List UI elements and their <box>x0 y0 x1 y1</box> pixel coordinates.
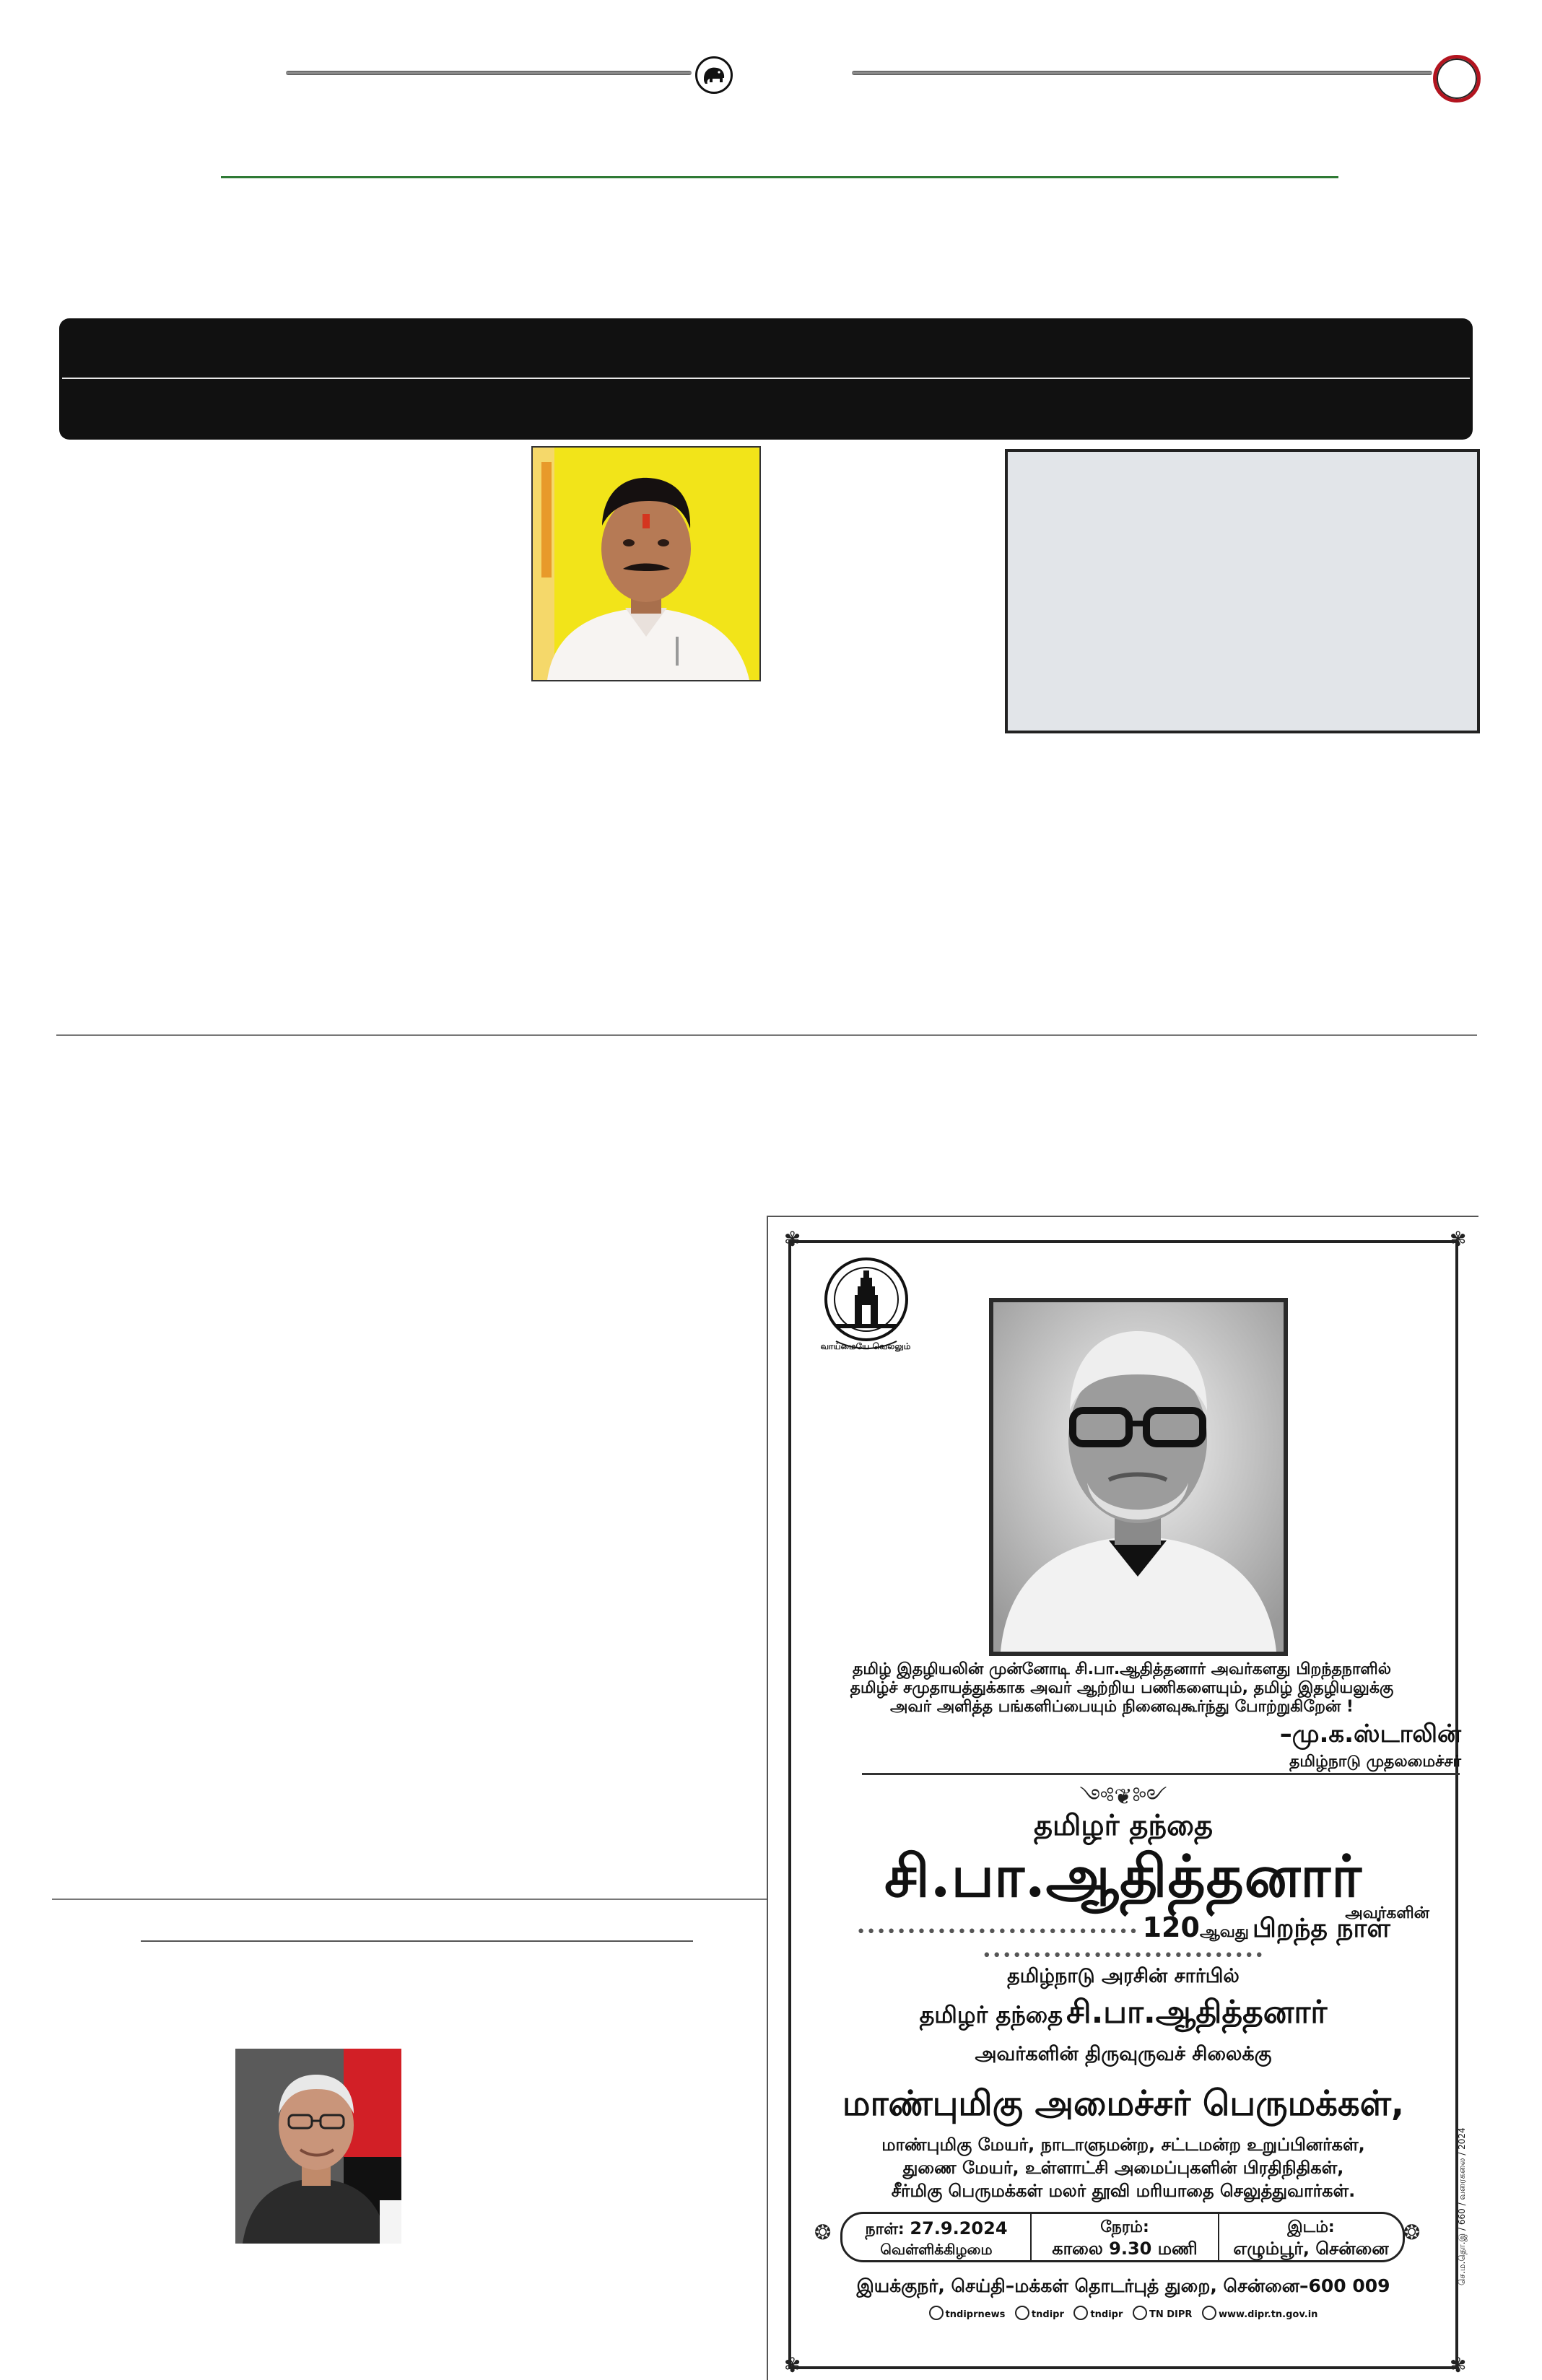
corner-ornament-icon: ✾ <box>1450 2353 1467 2377</box>
info-box <box>1005 449 1480 733</box>
header-rule-right <box>852 71 1432 75</box>
social-item[interactable]: tndiprnews <box>929 2309 1006 2320</box>
globe-icon <box>1202 2306 1216 2320</box>
dotted-rule: •••••••••••••••••••••••••••• <box>856 1923 1139 1941</box>
statue-name-prefix: தமிழர் தந்தை <box>919 2001 1063 2028</box>
statue-line: அவர்களின் திருவுருவச் சிலைக்கு <box>975 2043 1272 2065</box>
body-line-2: துணை மேயர், உள்ளாட்சி அமைப்புகளின் பிரதிநிதிகள், <box>902 2158 1344 2178</box>
flourish-icon: ༺❦༻ <box>1079 1784 1167 1810</box>
anniversary-number: 120 <box>1142 1912 1200 1943</box>
ministers-line: மாண்புமிகு அமைச்சர் பெருமக்கள், <box>842 2083 1405 2124</box>
elephant-logo-icon <box>695 56 733 94</box>
social-item[interactable]: www.dipr.tn.gov.in <box>1202 2309 1317 2320</box>
sub-divider-left <box>141 1940 693 1942</box>
heading-suffix: அவர்களின் <box>1345 1904 1429 1922</box>
page-number-circle <box>1433 55 1481 103</box>
place-value: எழும்பூர், சென்னை <box>1233 2239 1389 2259</box>
day-value: வெள்ளிக்கிழமை <box>880 2241 993 2258</box>
social-item[interactable]: tndipr <box>1015 2309 1064 2320</box>
bar-ornament-right-icon: ❂ <box>1403 2220 1421 2244</box>
social-links <box>768 2306 1478 2320</box>
anniversary-text: பிறந்த நாள் <box>1253 1914 1390 1943</box>
anniversary-line <box>768 1912 1478 1965</box>
body-line-1: மாண்புமிகு மேயர், நாடாளுமன்ற, சட்டமன்ற உறுப்பினர்கள், <box>881 2135 1365 2155</box>
govt-line: தமிழ்நாடு அரசின் சார்பில் <box>1007 1965 1240 1987</box>
date-label: நாள்: <box>865 2220 905 2239</box>
bar-ornament-left-icon: ❂ <box>814 2220 832 2244</box>
emblem-motto: வாய்மையே வெல்லும் <box>820 1341 911 1351</box>
dotted-rule: •••••••••••••••••••••••••••• <box>982 1947 1265 1965</box>
instagram-icon <box>1073 2306 1088 2320</box>
place-label: இடம்: <box>1287 2218 1335 2236</box>
date-cell <box>842 2214 1032 2260</box>
portrait-photo-bottom <box>235 2049 401 2244</box>
twitter-icon <box>929 2306 944 2320</box>
section-divider-mid <box>56 1034 1477 1036</box>
anniversary-suffix: ஆவது <box>1199 1923 1249 1941</box>
heading-small: தமிழர் தந்தை <box>1033 1809 1214 1842</box>
social-item[interactable]: TN DIPR <box>1133 2309 1192 2320</box>
signature: –மு.க.ஸ்டாலின் <box>1279 1719 1461 1748</box>
social-item[interactable]: tndipr <box>1073 2309 1123 2320</box>
statue-name-line <box>768 1994 1478 2035</box>
corner-ornament-icon: ✾ <box>784 2353 801 2377</box>
ad-footer: இயக்குநர், செய்தி–மக்கள் தொடர்புத் துறை, சென்னை–600 009 <box>856 2275 1390 2296</box>
heading-big: சி.பா.ஆதித்தனார் <box>884 1842 1362 1910</box>
time-value: காலை 9.30 மணி <box>1052 2239 1198 2259</box>
place-cell <box>1219 2214 1403 2260</box>
framed-portrait <box>989 1298 1288 1656</box>
time-label: நேரம்: <box>1100 2218 1149 2236</box>
signature-title: தமிழ்நாடு முதலமைச்சர் <box>1289 1753 1461 1771</box>
section-divider-left <box>52 1899 767 1900</box>
facebook-icon <box>1015 2306 1029 2320</box>
statue-name: சி.பா.ஆதித்தனார் <box>1066 1994 1328 2031</box>
portrait-photo-top <box>531 446 761 681</box>
ad-reference-code: செ.ம.தொ.இ / 660 / வரைகலை / 2024 <box>1457 2127 1467 2285</box>
government-advertisement <box>767 1216 1478 2380</box>
corner-ornament-icon: ✾ <box>1450 1227 1467 1251</box>
section-divider-green <box>221 176 1338 178</box>
event-info-bar <box>840 2212 1405 2262</box>
header-rule-left <box>286 71 692 75</box>
corner-ornament-icon: ✾ <box>784 1227 801 1251</box>
banner-divider <box>62 378 1470 379</box>
youtube-icon <box>1133 2306 1147 2320</box>
quote-line-3: அவர் அளித்த பங்களிப்பையும் நினைவுகூர்ந்து போற்றுகிறேன் ! <box>890 1698 1354 1716</box>
quote-line-1: தமிழ் இதழியலின் முன்னோடி சி.பா.ஆதித்தனார் அவர்களது பிறந்தநாளில் <box>852 1660 1391 1678</box>
date-value: 27.9.2024 <box>910 2218 1008 2239</box>
body-line-3: சீர்மிகு பெருமக்கள் மலர் தூவி மரியாதை செலுத்துவார்கள். <box>891 2181 1356 2201</box>
quote-line-2: தமிழ்ச் சமுதாயத்துக்காக அவர் ஆற்றிய பணிகளையும், தமிழ் இதழியலுக்கு <box>850 1679 1394 1697</box>
headline-banner <box>59 318 1473 440</box>
time-cell <box>1032 2214 1219 2260</box>
